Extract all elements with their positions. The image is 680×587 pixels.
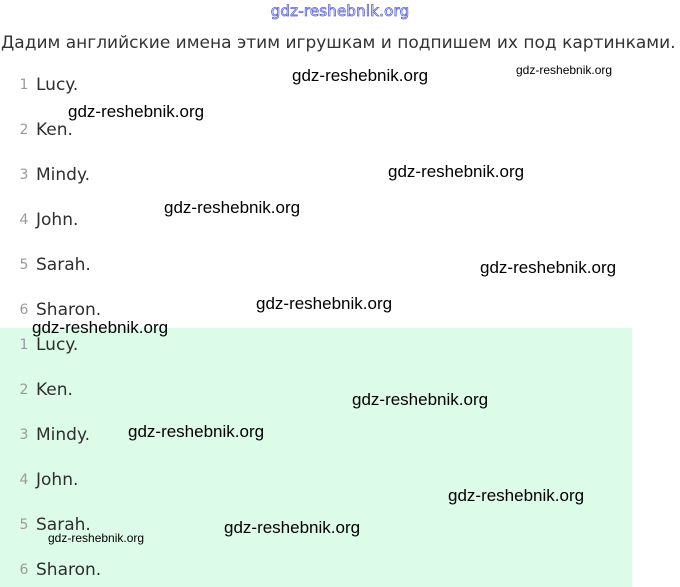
- item-name: Lucy.: [36, 75, 79, 95]
- item-name: John.: [36, 210, 79, 230]
- list-item: [0, 420, 90, 450]
- watermark: gdz-reshebnik.org: [48, 531, 145, 545]
- watermark: gdz-reshebnik.org: [480, 258, 617, 277]
- watermark: gdz-reshebnik.org: [516, 63, 613, 77]
- watermark: gdz-reshebnik.org: [388, 162, 525, 181]
- item-number: 4: [19, 472, 29, 488]
- item-name: Sharon.: [36, 300, 102, 320]
- item-number: 6: [19, 302, 29, 318]
- watermark: gdz-reshebnik.org: [32, 318, 169, 337]
- list-item: [0, 555, 101, 585]
- item-number: 5: [19, 517, 29, 533]
- watermark: gdz-reshebnik.org: [164, 198, 301, 217]
- item-number: 5: [19, 257, 29, 273]
- list-item: [0, 465, 78, 495]
- item-name: Sarah.: [36, 515, 91, 535]
- item-number: 1: [19, 337, 29, 353]
- item-number: 2: [19, 382, 29, 398]
- exercise-instruction: Дадим английские имена этим игрушкам и подпишем их под картинками.: [1, 33, 676, 53]
- watermark: gdz-reshebnik.org: [352, 390, 489, 409]
- list-item: [0, 375, 73, 405]
- list-item: [0, 115, 73, 145]
- answer-panel: [0, 328, 632, 587]
- watermark: gdz-reshebnik.org: [448, 486, 585, 505]
- item-name: Mindy.: [36, 425, 90, 445]
- item-name: Sharon.: [36, 560, 102, 580]
- watermark: gdz-reshebnik.org: [68, 102, 205, 121]
- item-number: 6: [19, 562, 29, 578]
- item-name: Ken.: [36, 120, 73, 140]
- site-header-watermark: gdz-reshebnik.org: [270, 2, 410, 20]
- watermark: gdz-reshebnik.org: [128, 422, 265, 441]
- list-item: [0, 250, 91, 280]
- item-number: 2: [19, 122, 29, 138]
- item-name: Ken.: [36, 380, 73, 400]
- item-number: 3: [19, 427, 29, 443]
- list-item: [0, 70, 78, 100]
- item-name: Sarah.: [36, 255, 91, 275]
- list-item: [0, 205, 78, 235]
- item-name: Mindy.: [36, 165, 90, 185]
- item-name: Lucy.: [36, 335, 79, 355]
- item-number: 4: [19, 212, 29, 228]
- watermark: gdz-reshebnik.org: [224, 518, 361, 537]
- list-item: [0, 160, 90, 190]
- item-number: 1: [19, 77, 29, 93]
- watermark: gdz-reshebnik.org: [256, 294, 393, 313]
- watermark: gdz-reshebnik.org: [292, 66, 429, 85]
- item-name: John.: [36, 470, 79, 490]
- item-number: 3: [19, 167, 29, 183]
